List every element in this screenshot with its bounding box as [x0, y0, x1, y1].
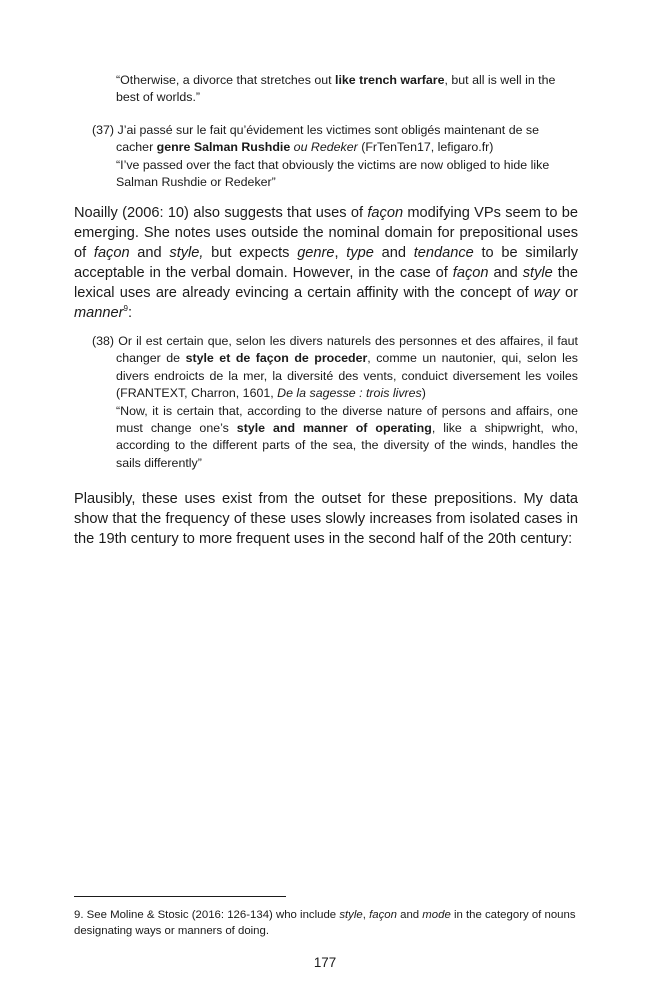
- example-37-translation: “I’ve passed over the fact that obviously the victims are now obliged to hide like Salman Rushdie or Redeker”: [116, 157, 550, 190]
- example-38-french: (38) Or il est certain que, selon les divers naturels des personnes et des affaires, il faut changer de style et de façon de proceder, comme un nautonier, qui, selon les divers endroicts de la mer, la diversité des vents, conduict diversement les voiles (FRANTEXT, Charron, 1601, De la sagesse : trois livres): [92, 334, 578, 401]
- example-38: [74, 333, 578, 472]
- example-37: [74, 122, 578, 192]
- example-number: (38): [92, 334, 115, 348]
- paragraph-2: Plausibly, these uses exist from the outset for these prepositions. My data show that the frequency of these uses slowly increases from isolated cases in the 19th century to more frequent uses in the second half of the 20th century:: [74, 491, 578, 547]
- footnote-divider: [74, 896, 286, 897]
- example-36-continuation: “Otherwise, a divorce that stretches out like trench warfare, but all is well in the best of worlds.”: [116, 73, 556, 105]
- paragraph-1: Noailly (2006: 10) also suggests that uses of façon modifying VPs seem to be emerging. She notes uses outside the nominal domain for prepositional uses of façon and style, but expects genre, type and tendance to be similarly acceptable in the verbal domain. However, in the case of façon and style the lexical uses are already evincing a certain affinity with the concept of way or manner$^9$:: [74, 205, 579, 321]
- example-38-translation: “Now, it is certain that, according to the diverse nature of persons and affairs, one must change one’s style and manner of operating, like a shipwright, who, according to the different parts of the sea, the diversity of the winds, handles the sails differently”: [116, 403, 579, 470]
- example-37-french: (37) J’ai passé sur le fait qu’évidement les victimes sont obligés maintenant de se cacher genre Salman Rushdie ou Redeker (FrTenTen17, lefigaro.fr): [92, 123, 539, 155]
- page-number: 177: [313, 955, 337, 970]
- example-number: (37): [92, 123, 115, 137]
- bold-phrase: like trench warfare: [335, 73, 445, 87]
- footnote-9: 9. See Moline & Stosic (2016: 126-134) who include style, façon and mode in the category of nouns designating ways or manners of doing.: [74, 909, 576, 937]
- footnote-marker[interactable]: 9: [123, 304, 128, 314]
